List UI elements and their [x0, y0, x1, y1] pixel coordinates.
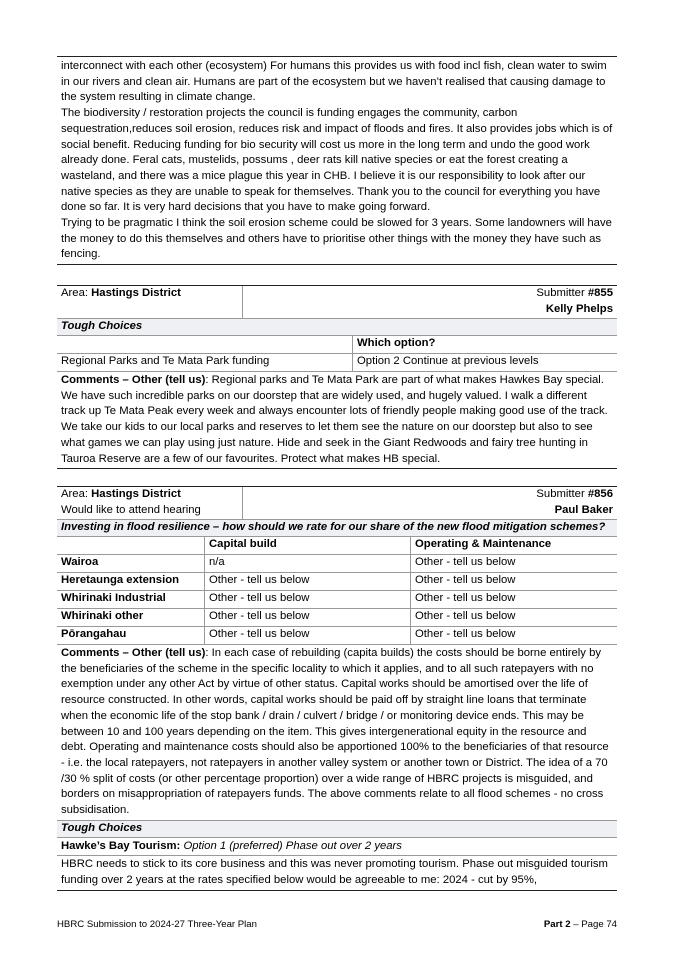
section-row — [57, 520, 617, 537]
tourism-text: HBRC needs to stick to its core business and this was never promoting tourism. Phase out misguided tourism funding over 2 years at the rates specified below would be agreeable to me: 2024 - cut by 95%, — [61, 858, 608, 887]
footer-page: Part 2 – Page 74 — [543, 919, 617, 930]
area-cell: Area: Hastings District Would like to attend hearing — [57, 487, 243, 519]
submitter-number: #856 — [587, 488, 613, 500]
option-row-value: Option 2 Continue at previous levels — [357, 355, 539, 367]
submitter-cell: Submitter #855 Kelly Phelps — [243, 286, 617, 318]
section-title: Tough Choices — [61, 320, 143, 332]
section-row — [57, 319, 617, 336]
submitter-number: #855 — [587, 287, 613, 299]
option-row-label: Regional Parks and Te Mata Park funding — [57, 354, 353, 371]
col-capital-build: Capital build — [205, 537, 411, 554]
submission-855 — [57, 285, 617, 469]
section-row-2 — [57, 821, 617, 838]
bottom-rule — [57, 264, 617, 265]
intro-paragraph-3: Trying to be pragmatic I think the soil erosion scheme could be slowed for 3 years. Some landowners will have the money to do this themselves and others have to prioritise other things with the money they have such as fencing. — [61, 217, 612, 261]
submission-856 — [57, 486, 617, 891]
table-row: Pōrangahau Other - tell us below Other - tell us below — [57, 627, 617, 645]
area-value: Hastings District — [91, 488, 181, 500]
submitter-cell: Submitter #856 Paul Baker — [243, 487, 617, 519]
option-row — [57, 354, 617, 372]
intro-section — [57, 56, 617, 265]
submitter-name: Kelly Phelps — [545, 302, 613, 315]
table-row: Heretaunga extension Other - tell us below Other - tell us below — [57, 573, 617, 591]
comments-855: Comments – Other (tell us): Regional parks and Te Mata Park are part of what makes Hawkes Bay special. We have such incredible parks on our doorstep that are widely used, and hugely valued. I walk a different track up Te Mata Peak every week and always encounter lots of friendly people making good use of the track. We take our kids to our local parks and reserves to let them see the nature on our doorstep but also to see what games we can play using just nature. Hide and seek in the Giant Redwoods and fairy tree hunting in Tauroa Reserve are a few of our favourites. Protect what makes HB special. — [61, 374, 608, 465]
intro-paragraph-1: interconnect with each other (ecosystem) For humans this provides us with food incl fish, clean water to swim in our rivers and clean air. Humans are part of the ecosystem but we haven’t realised that causing damage to the system resulting in climate change. — [61, 60, 607, 104]
hearing-note: Would like to attend hearing — [61, 503, 201, 516]
section-title: Investing in flood resilience – how should we rate for our share of the new flood mitigation schemes? — [61, 521, 606, 533]
header-row — [57, 286, 617, 319]
table-row: Whirinaki Industrial Other - tell us below Other - tell us below — [57, 591, 617, 609]
col-operating-maintenance: Operating & Maintenance — [415, 538, 552, 550]
page-footer — [57, 917, 617, 933]
header-row — [57, 487, 617, 520]
option-header-row — [57, 336, 617, 354]
tourism-option: Option 1 (preferred) Phase out over 2 years — [183, 839, 402, 852]
submitter-name: Paul Baker — [554, 503, 613, 516]
table-row: Wairoa n/a Other - tell us below — [57, 555, 617, 573]
area-cell: Area: Hastings District — [57, 286, 243, 318]
section-title-2: Tough Choices — [61, 821, 143, 834]
tourism-line: Hawke’s Bay Tourism: Option 1 (preferred) Phase out over 2 years — [57, 838, 617, 857]
area-value: Hastings District — [91, 287, 181, 299]
table-row: Whirinaki other Other - tell us below Other - tell us below — [57, 609, 617, 627]
footer-title: HBRC Submission to 2024-27 Three-Year Plan — [57, 919, 257, 930]
comments-856: Comments – Other (tell us): In each case of rebuilding (capita builds) the costs should be borne entirely by the beneficiaries of the scheme in the specific locality to which it applies, and to all such ratepayers with no exemption under any other Act by virtue of other status. Capital works should be amortised over the life of resource constructed. In other words, capital works should be paid off by straight line loans that terminate when the economic life of the stop bank / drain / culvert / bridge / or monitoring device ends. This may be between 10 and 100 years depending on the item. This gives intergenerational equity in the resource and debt. Operating and maintenance costs should also be apportioned 100% to the beneficiaries of that resource - i.e. the local ratepayers, not ratepayers in another valley system or another town or District. The idea of a 70 /30 % split of costs (or other percentage proportion) over a wide range of HBRC projects is misguided, and borders on misappropriation of ratepayers funds. The above comments relate to all flood schemes - no cross subsidisation. — [57, 645, 617, 821]
which-option-header: Which option? — [357, 337, 436, 349]
table-header-row — [57, 537, 617, 555]
intro-paragraph-2: The biodiversity / restoration projects the council is funding engages the community, carbon sequestration,reduces soil erosion, reduces risk and impact of floods and fires. It also provides jobs which is of social benefit. Reducing funding for bio security will cost us more in the long term and undo the good work already done. Feral cats, mustelids, possums , deer rats kill native species or eat the forest creating a wasteland, and there was a mice plague this year in CHB. I believe it is our responsibility to look after our native species as they are unable to speak for themselves. Thank you to the council for everything you have done so far. It is very hard decisions that you have to make going forward. — [61, 107, 613, 214]
